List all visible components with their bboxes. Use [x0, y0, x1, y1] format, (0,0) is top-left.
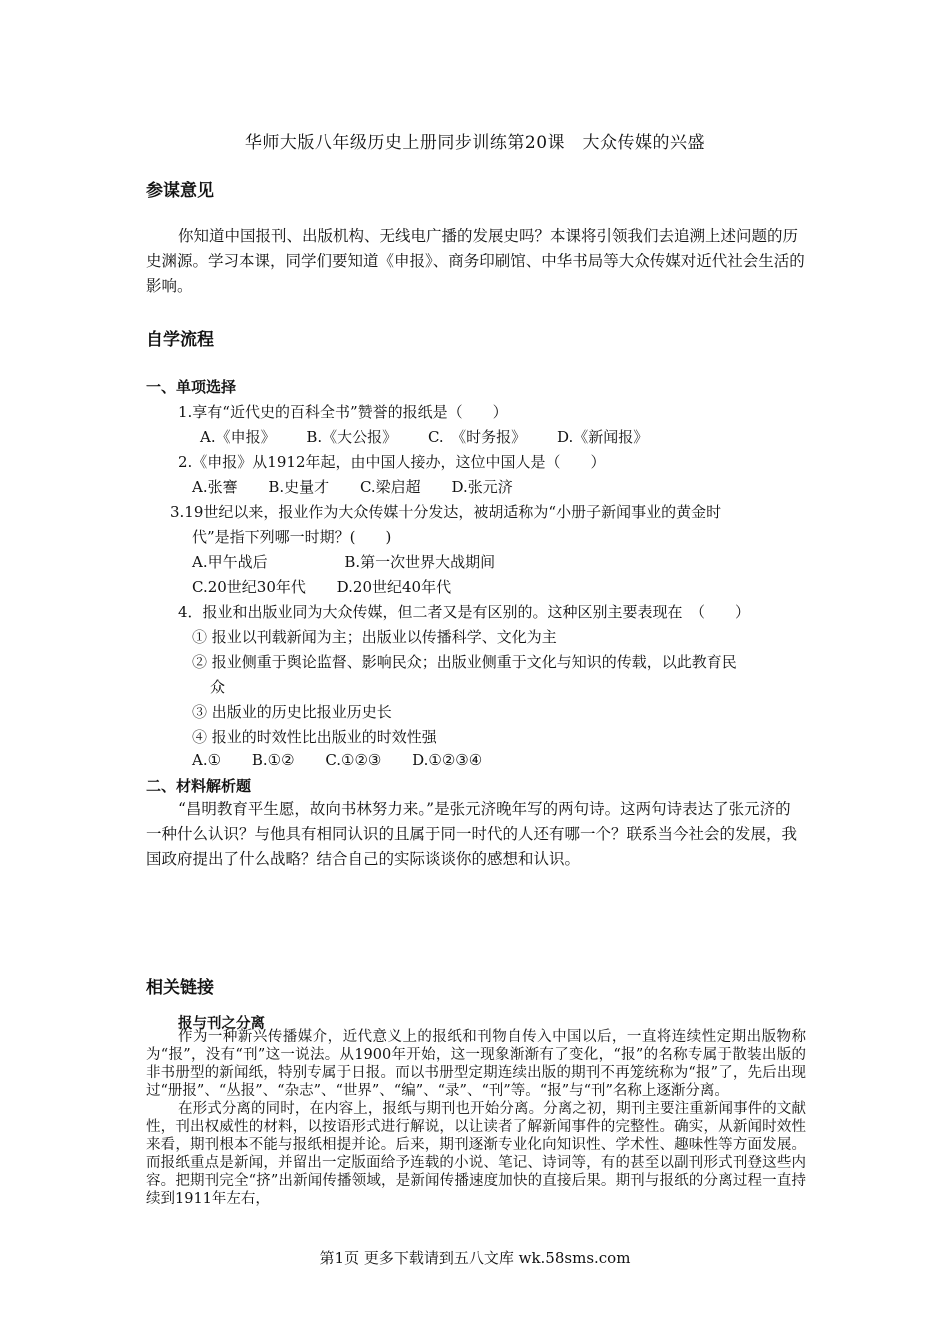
q3-option-d: D.20世纪40年代: [336, 578, 452, 596]
q4-option-b: B.①②: [251, 751, 295, 769]
article-body: [146, 1028, 806, 1208]
question-3-options-row-1: [192, 551, 521, 572]
question-4-options: [192, 751, 508, 769]
q4-item-1: ① 报业以刊载新闻为主；出版业以传播科学、文化为主: [192, 628, 557, 646]
heading-material-analysis: 二、材料解析题: [146, 777, 252, 795]
q4-option-c: C.①②③: [325, 751, 382, 769]
q4-item-2: ② 报业侧重于舆论监督、影响民众；出版业侧重于文化与知识的传载，以此教育民: [192, 653, 737, 671]
advice-paragraph: [146, 224, 806, 299]
question-3-line-2: 代”是指下列哪一时期？( ): [192, 528, 392, 546]
heading-self-study: 自学流程: [146, 330, 214, 350]
question-4: 4．报业和出版业同为大众传媒，但二者又是有区别的。这种区别主要表现在 （ ）: [178, 603, 751, 621]
q1-option-a: A.《申报》: [200, 428, 276, 446]
article-paragraph-2: 在形式分离的同时，在内容上，报纸与期刊也开始分离。分离之初，期刊主要注重新闻事件的文献性，刊出权威性的材料，以按语形式进行解说，以让读者了解新闻事件的完整性。确实，从新闻时效性来看，期刊根本不能与报纸相提并论。后来，期刊逐渐专业化向知识性、学术性、趣味性等方面发展。而报纸重点是新闻，并留出一定版面给予连载的小说、笔记、诗词等，有的甚至以副刊形式刊登这些内容。把期刊完全“挤”出新闻传播领域，是新闻传播速度加快的直接后果。期刊与报纸的分离过程一直持续到1911年左右，: [146, 1101, 806, 1207]
q3-option-a: A.甲午战后: [192, 553, 268, 571]
question-2: 2.《申报》从1912年起，由中国人接办，这位中国人是（ ）: [178, 453, 606, 471]
question-1: 1.享有“近代史的百科全书”赞誉的报纸是（ ）: [178, 403, 508, 421]
q4-item-2-cont: 众: [210, 678, 226, 696]
advice-text: 你知道中国报刊、出版机构、无线电广播的发展史吗？本课将引领我们去追溯上述问题的历史渊源。学习本课，同学们要知道《申报》、商务印刷馆、中华书局等大众传媒对近代社会生活的影响。: [146, 227, 805, 295]
q4-option-a: A.①: [192, 751, 222, 769]
heading-related-links: 相关链接: [146, 978, 214, 998]
q4-option-d: D.①②③④: [412, 751, 483, 769]
q4-item-3: ③ 出版业的历史比报业历史长: [192, 703, 392, 721]
heading-advice: 参谋意见: [146, 181, 214, 201]
q2-option-d: D.张元济: [451, 478, 513, 496]
q2-option-c: C.梁启超: [359, 478, 421, 496]
q3-option-c: C.20世纪30年代: [192, 578, 306, 596]
page-footer: 第1页 更多下载请到五八文库 wk.58sms.com: [319, 1249, 631, 1267]
q3-option-b: B.第一次世界大战期间: [344, 553, 496, 571]
q2-option-b: B.史量才: [268, 478, 330, 496]
question-3-line-1: 3.19世纪以来，报业作为大众传媒十分发达，被胡适称为“小册子新闻事业的黄金时: [170, 503, 722, 521]
question-2-options: [192, 476, 539, 497]
heading-single-choice: 一、单项选择: [146, 378, 237, 396]
q1-option-c: C. 《时务报》: [427, 428, 527, 446]
material-text: “昌明教育平生愿，故向书林努力来。”是张元济晚年写的两句诗。这两句诗表达了张元济的一种什么认识？与他具有相同认识的且属于同一时代的人还有哪一个？联系当今社会的发展，我国政府提出了什么战略？结合自己的实际谈谈你的感想和认识。: [146, 800, 798, 868]
article-paragraph-1: 作为一种新兴传播媒介，近代意义上的报纸和刊物自传入中国以后，一直将连续性定期出版物称为“报”，没有“刊”这一说法。从1900年开始，这一现象渐渐有了变化，“报”的名称专属于散装出版的非书册型的新闻纸，特别专属于日报。而以书册型定期连续出版的期刊不再笼统称为“报”了，先后出现过“册报”、“丛报”、“杂志”、“世界”、“编”、“录”、“刊”等。“报”与“刊”名称上逐渐分离。: [146, 1029, 806, 1099]
q4-item-4: ④ 报业的时效性比出版业的时效性强: [192, 728, 437, 746]
q1-option-d: D.《新闻报》: [556, 428, 649, 446]
q2-option-a: A.张謇: [192, 478, 238, 496]
material-paragraph: [146, 797, 806, 872]
page-title: 华师大版八年级历史上册同步训练第20课 大众传媒的兴盛: [244, 133, 706, 153]
question-3-options-row-2: [192, 576, 477, 597]
question-1-options: [200, 426, 674, 447]
article-title: 报与刊之分离: [178, 1016, 265, 1032]
q1-option-b: B.《大公报》: [306, 428, 398, 446]
